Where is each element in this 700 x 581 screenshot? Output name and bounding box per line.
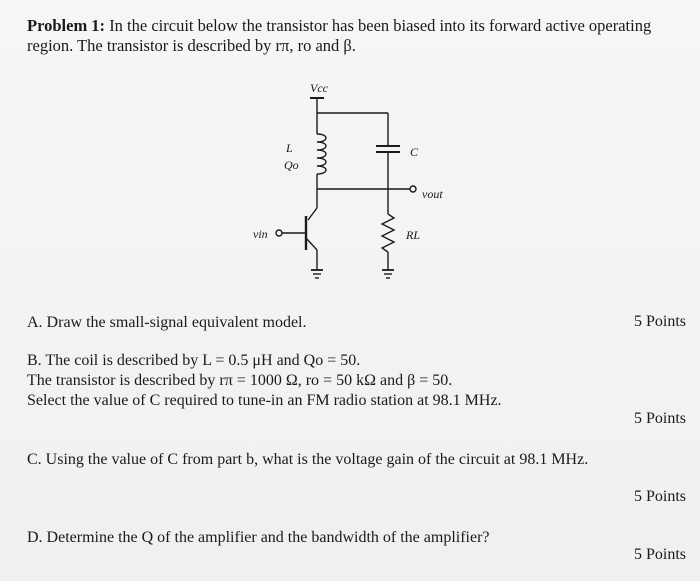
circuit-diagram	[240, 76, 470, 286]
question-c: C. Using the value of C from part b, what is the voltage gain of the circuit at 98.1 MHz.	[27, 451, 589, 468]
question-b-line3: Select the value of C required to tune-in an FM radio station at 98.1 MHz.	[27, 392, 502, 409]
problem-label: Problem 1:	[27, 16, 106, 35]
problem-intro	[27, 16, 687, 56]
label-capacitor: C	[410, 145, 419, 159]
problem-text: In the circuit below the transistor has been biased into its forward active operating region. The transistor is described by rπ, ro and β.	[27, 16, 652, 55]
label-vout: vout	[422, 187, 443, 201]
question-d: D. Determine the Q of the amplifier and the bandwidth of the amplifier?	[27, 529, 490, 546]
label-vcc: Vcc	[310, 81, 328, 95]
question-b-line2: The transistor is described by rπ = 1000 Ω, ro = 50 kΩ and β = 50.	[27, 372, 453, 389]
label-load: RL	[406, 228, 421, 242]
label-inductor-l: L	[286, 141, 293, 155]
question-b-line1: B. The coil is described by L = 0.5 μH and Qo = 50.	[27, 352, 361, 369]
question-d-points: 5 Points	[633, 546, 686, 563]
question-a: A. Draw the small-signal equivalent model.	[27, 314, 307, 331]
label-inductor-q: Qo	[284, 158, 299, 172]
label-vin: vin	[253, 227, 268, 241]
question-c-points: 5 Points	[633, 488, 686, 505]
question-b-points: 5 Points	[633, 410, 686, 427]
question-a-points: 5 Points	[633, 313, 686, 330]
